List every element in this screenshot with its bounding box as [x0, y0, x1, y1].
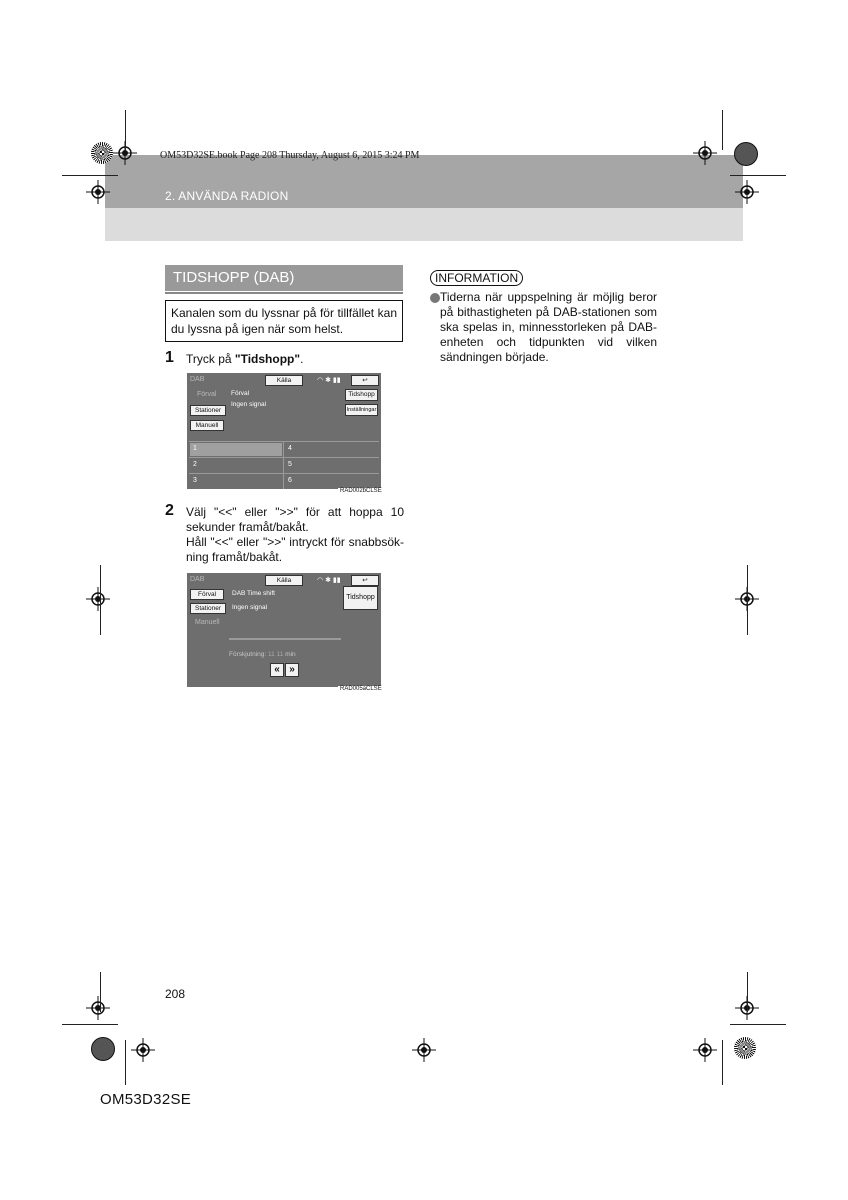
screen-1-back-button[interactable]	[351, 375, 379, 386]
screen-2-status-icons	[317, 576, 341, 584]
screen-1-signal-text: Ingen signal	[231, 401, 267, 408]
crop-line	[747, 972, 748, 1012]
screen-2-offset	[229, 651, 296, 658]
screen-2-timeshift-button[interactable]: Tidshopp	[343, 586, 378, 610]
screen-2-offset-label: Förskjutning:	[229, 651, 267, 658]
information-title: INFORMATION	[430, 270, 523, 286]
step-1-bold: "Tidshopp"	[234, 352, 301, 366]
screen-2-station-name: DAB Time shift	[232, 590, 275, 597]
screen-2-manual-button[interactable]: Manuell	[195, 619, 220, 626]
screen-1	[187, 373, 381, 489]
preset-grid-line	[283, 441, 284, 489]
step-1-text	[186, 352, 303, 367]
crop-line	[722, 110, 723, 150]
crop-line	[125, 110, 126, 150]
registration-mark-icon	[86, 180, 110, 204]
battery-icon: ▮	[336, 577, 341, 584]
crop-line	[100, 972, 101, 1012]
crop-line	[730, 1024, 786, 1025]
screen-1-mode: DAB	[190, 376, 205, 383]
intro-box: Kanalen som du lyssnar på för tillfället kan du lyssna på igen när som helst.	[165, 300, 403, 342]
preset-1-selected[interactable]	[190, 443, 282, 456]
screen-2-stations-button[interactable]: Stationer	[190, 603, 226, 614]
bluetooth-icon: ✱	[325, 377, 331, 384]
screen-1-stations-button[interactable]: Stationer	[190, 405, 226, 416]
screen-1-source-button[interactable]: Källa	[265, 375, 303, 386]
screen-1-image-code: RAD002bCLSE	[340, 488, 382, 494]
crop-line	[62, 175, 118, 176]
registration-mark-icon	[735, 180, 759, 204]
book-info: OM53D32SE.book Page 208 Thursday, August 6, 2015 3:24 PM	[160, 150, 420, 161]
registration-mark-icon	[693, 141, 717, 165]
crop-line	[100, 565, 101, 635]
registration-mark-icon	[86, 996, 110, 1020]
preset-grid-line	[189, 457, 379, 458]
crop-line	[62, 1024, 118, 1025]
preset-3[interactable]: 3	[193, 477, 197, 484]
screen-1-channel-label: Förval	[231, 390, 250, 397]
screen-2-back-button[interactable]	[351, 575, 379, 586]
preset-grid-line	[189, 441, 379, 442]
wifi-icon: ◠	[317, 577, 324, 584]
section-rule	[165, 292, 403, 294]
signal-bars-icon: ▮	[332, 577, 337, 584]
registration-mark-icon	[693, 1038, 717, 1062]
screen-1-status-icons	[317, 376, 341, 384]
screen-2-offset-unit: min	[285, 651, 296, 658]
step-2-text	[186, 505, 404, 565]
screen-2-preset-button[interactable]: Förval	[190, 589, 224, 600]
preset-4[interactable]: 4	[288, 445, 292, 452]
screen-2	[187, 573, 381, 687]
preset-6[interactable]: 6	[288, 477, 292, 484]
screen-1-settings-button[interactable]: Inställningar	[345, 404, 378, 416]
signal-bars-icon: ▮	[332, 377, 337, 384]
preset-5[interactable]: 5	[288, 461, 292, 468]
gray-disc-mark-icon	[91, 1037, 115, 1061]
step-2-number: 2	[165, 502, 174, 519]
screen-1-timeshift-button[interactable]: Tidshopp	[345, 389, 378, 401]
screen-2-image-code: RAD005aCLSE	[340, 686, 382, 692]
screen-2-mode: DAB	[190, 576, 205, 583]
back-arrow-icon: ↩	[362, 577, 368, 584]
wifi-icon: ◠	[317, 377, 324, 384]
screen-1-preset-button[interactable]: Förval	[197, 391, 217, 398]
step-1-suffix: .	[300, 352, 304, 366]
battery-icon: ▮	[336, 377, 341, 384]
screen-2-offset-value: 11 11	[268, 651, 284, 658]
step-1-prefix: Tryck på	[186, 352, 235, 366]
starburst-mark-icon	[734, 1037, 756, 1059]
footer-code: OM53D32SE	[100, 1091, 192, 1108]
section-title: TIDSHOPP (DAB)	[165, 265, 403, 291]
preset-1[interactable]: 1	[193, 445, 197, 452]
screen-2-forward-button[interactable]: »	[285, 663, 299, 677]
bullet-icon	[430, 293, 440, 303]
screen-2-rewind-button[interactable]: «	[270, 663, 284, 677]
gray-disc-mark-icon	[734, 142, 758, 166]
preset-grid-line	[189, 473, 379, 474]
screen-2-source-button[interactable]: Källa	[265, 575, 303, 586]
crop-line	[125, 1040, 126, 1085]
crop-line	[730, 175, 786, 176]
information-text: Tiderna när uppspelning är möjlig beror på bithastigheten på DAB-stationen som ska spelas in, minnesstorleken på DAB-enheten och tidpunkten vid vilken sändningen började.	[440, 290, 657, 364]
screen-2-progress-track	[229, 638, 341, 640]
crop-line	[747, 565, 748, 635]
step-2-line-1: Välj "<<" eller ">>" för att hoppa 10 sekunder framåt/bakåt.	[186, 505, 404, 534]
bluetooth-icon: ✱	[325, 577, 331, 584]
page-number: 208	[165, 987, 186, 1001]
registration-mark-icon	[412, 1038, 436, 1062]
step-1-number: 1	[165, 349, 174, 366]
crop-line	[722, 1040, 723, 1085]
step-2-line-2: Håll "<<" eller ">>" intryckt för snabbsök-ning framåt/bakåt.	[186, 535, 404, 564]
preset-2[interactable]: 2	[193, 461, 197, 468]
back-arrow-icon: ↩	[362, 377, 368, 384]
screen-2-signal-text: Ingen signal	[232, 604, 268, 611]
chapter-title: 2. ANVÄNDA RADION	[165, 189, 289, 203]
starburst-mark-icon	[91, 142, 113, 164]
registration-mark-icon	[86, 587, 110, 611]
registration-mark-icon	[131, 1038, 155, 1062]
screen-1-manual-button[interactable]: Manuell	[190, 420, 224, 431]
